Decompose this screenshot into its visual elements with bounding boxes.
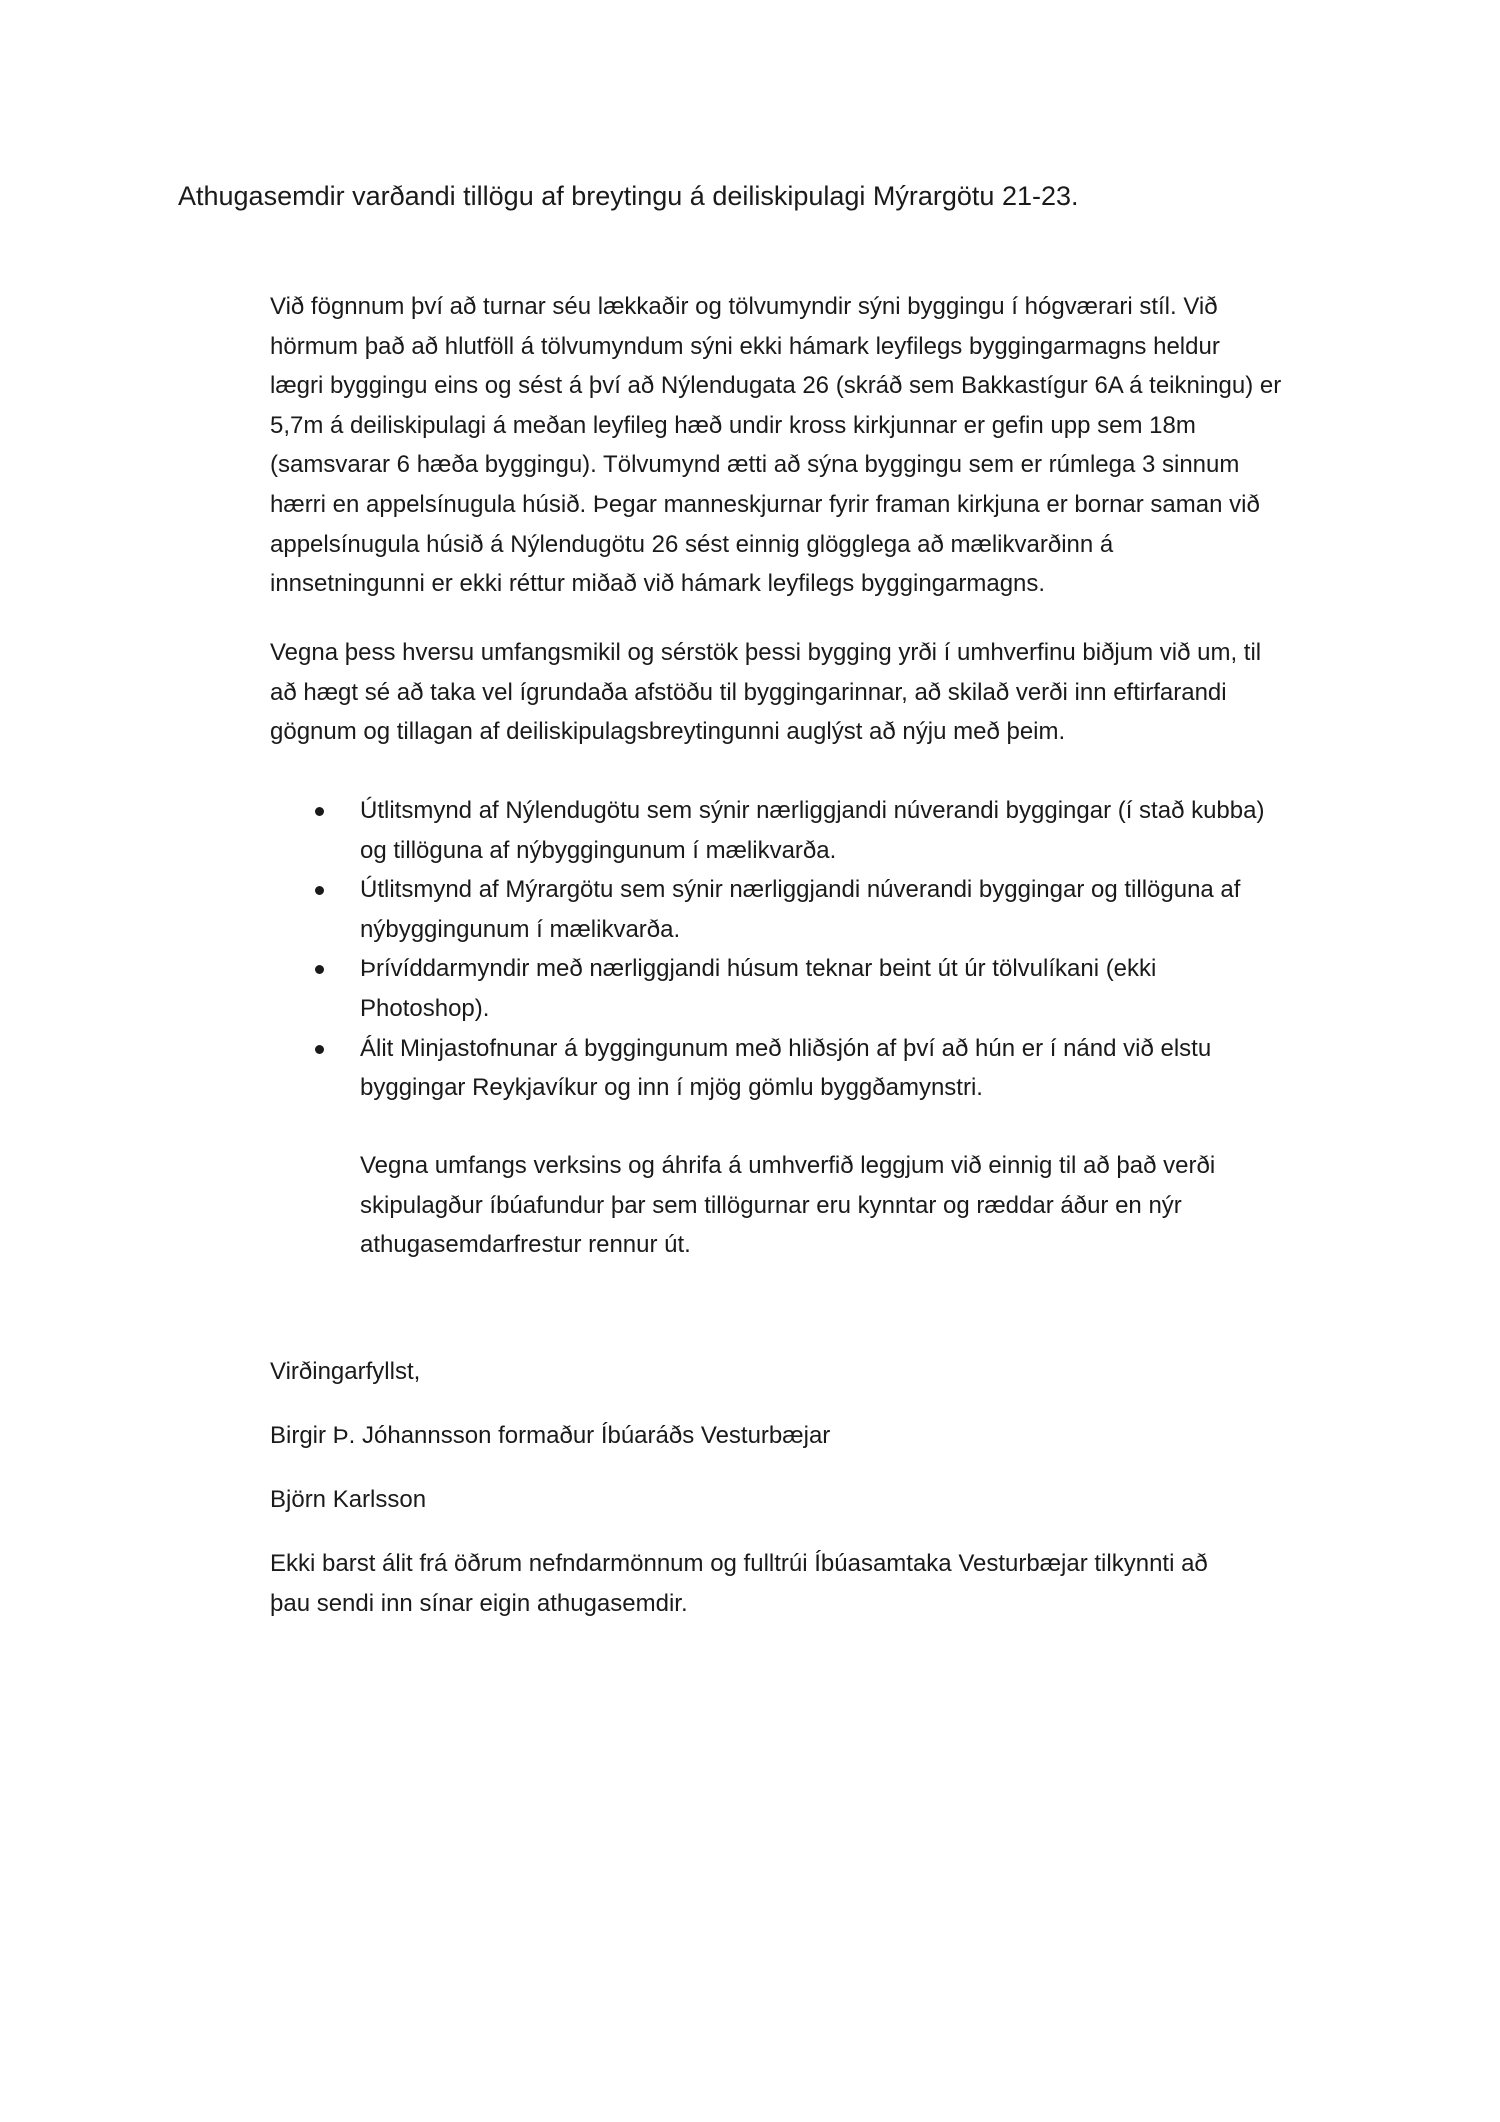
- bullet-icon: [315, 886, 324, 895]
- paragraph-line: innsetningunni er ekki réttur miðað við hámark leyfilegs byggingarmagns.: [270, 570, 1046, 598]
- paragraph-line: (samsvarar 6 hæða byggingu). Tölvumynd ætti að sýna byggingu sem er rúmlega 3 sinnum: [270, 451, 1240, 479]
- paragraph-line: skipulagður íbúafundur þar sem tillögurnar eru kynntar og ræddar áður en nýr: [360, 1191, 1182, 1219]
- paragraph-line: hærri en appelsínugula húsið. Þegar manneskjurnar fyrir framan kirkjuna er bornar saman við: [270, 490, 1260, 518]
- closing-salutation: Virðingarfyllst,: [270, 1358, 421, 1385]
- list-item-line: Álit Minjastofnunar á byggingunum með hliðsjón af því að hún er í nánd við elstu: [360, 1034, 1212, 1062]
- paragraph-line: Við fögnnum því að turnar séu lækkaðir og tölvumyndir sýni byggingu í hógværari stíl. Við: [270, 293, 1218, 320]
- bullet-icon: [315, 807, 324, 816]
- paragraph-intro: [270, 287, 1340, 604]
- list-item-line: og tillöguna af nýbyggingunum í mælikvarða.: [360, 836, 837, 864]
- paragraph-line: hörmum það að hlutföll á tölvumyndum sýni ekki hámark leyfilegs byggingarmagns heldur: [270, 332, 1220, 360]
- list-item-line: Útlitsmynd af Mýrargötu sem sýnir nærliggjandi núverandi byggingar og tillöguna af: [360, 876, 1241, 904]
- requested-documents-list: [270, 791, 1340, 1108]
- list-item-line: Photoshop).: [360, 994, 490, 1022]
- list-item: [270, 1029, 1340, 1108]
- list-item-line: Þrívíddarmyndir með nærliggjandi húsum teknar beint út úr tölvulíkani (ekki: [360, 955, 1157, 983]
- paragraph-line: Vegna þess hversu umfangsmikil og sérstök þessi bygging yrði í umhverfinu biðjum við um, til: [270, 639, 1262, 666]
- paragraph-line: að hægt sé að taka vel ígrundaða afstöðu til byggingarinnar, að skilað verði inn eftirfarandi: [270, 678, 1227, 706]
- paragraph-line: athugasemdarfrestur rennur út.: [360, 1231, 691, 1259]
- signatory-name: Björn Karlsson: [270, 1486, 427, 1513]
- paragraph-line: þau sendi inn sínar eigin athugasemdir.: [270, 1589, 688, 1617]
- list-item: [270, 949, 1340, 1028]
- paragraph-line: appelsínugula húsið á Nýlendugötu 26 sést einnig glögglega að mælikvarðinn á: [270, 530, 1114, 558]
- signatory-name: Birgir Þ. Jóhannsson formaður Íbúaráðs Vesturbæjar: [270, 1422, 831, 1449]
- bullet-icon: [315, 1045, 324, 1054]
- list-item: [270, 791, 1340, 870]
- bullet-icon: [315, 965, 324, 974]
- paragraph-request: [270, 633, 1340, 752]
- closing-note: [270, 1544, 1340, 1623]
- list-item-line: Útlitsmynd af Nýlendugötu sem sýnir nærliggjandi núverandi byggingar (í stað kubba): [360, 797, 1265, 824]
- paragraph-meeting-proposal: [360, 1146, 1340, 1265]
- document-title: Athugasemdir varðandi tillögu af breytingu á deiliskipulagi Mýrargötu 21-23.: [178, 181, 1079, 211]
- list-item-line: byggingar Reykjavíkur og inn í mjög gömlu byggðamynstri.: [360, 1074, 983, 1102]
- paragraph-line: Ekki barst álit frá öðrum nefndarmönnum og fulltrúi Íbúasamtaka Vesturbæjar tilkynnti að: [270, 1550, 1208, 1577]
- paragraph-line: gögnum og tillagan af deiliskipulagsbreytingunni auglýst að nýju með þeim.: [270, 718, 1066, 746]
- paragraph-line: Vegna umfangs verksins og áhrifa á umhverfið leggjum við einnig til að það verði: [360, 1152, 1216, 1179]
- paragraph-line: lægri byggingu eins og sést á því að Nýlendugata 26 (skráð sem Bakkastígur 6A á teikningu) er: [270, 372, 1282, 400]
- paragraph-line: 5,7m á deiliskipulagi á meðan leyfileg hæð undir kross kirkjunnar er gefin upp sem 18m: [270, 411, 1196, 439]
- list-item: [270, 870, 1340, 949]
- list-item-line: nýbyggingunum í mælikvarða.: [360, 915, 681, 943]
